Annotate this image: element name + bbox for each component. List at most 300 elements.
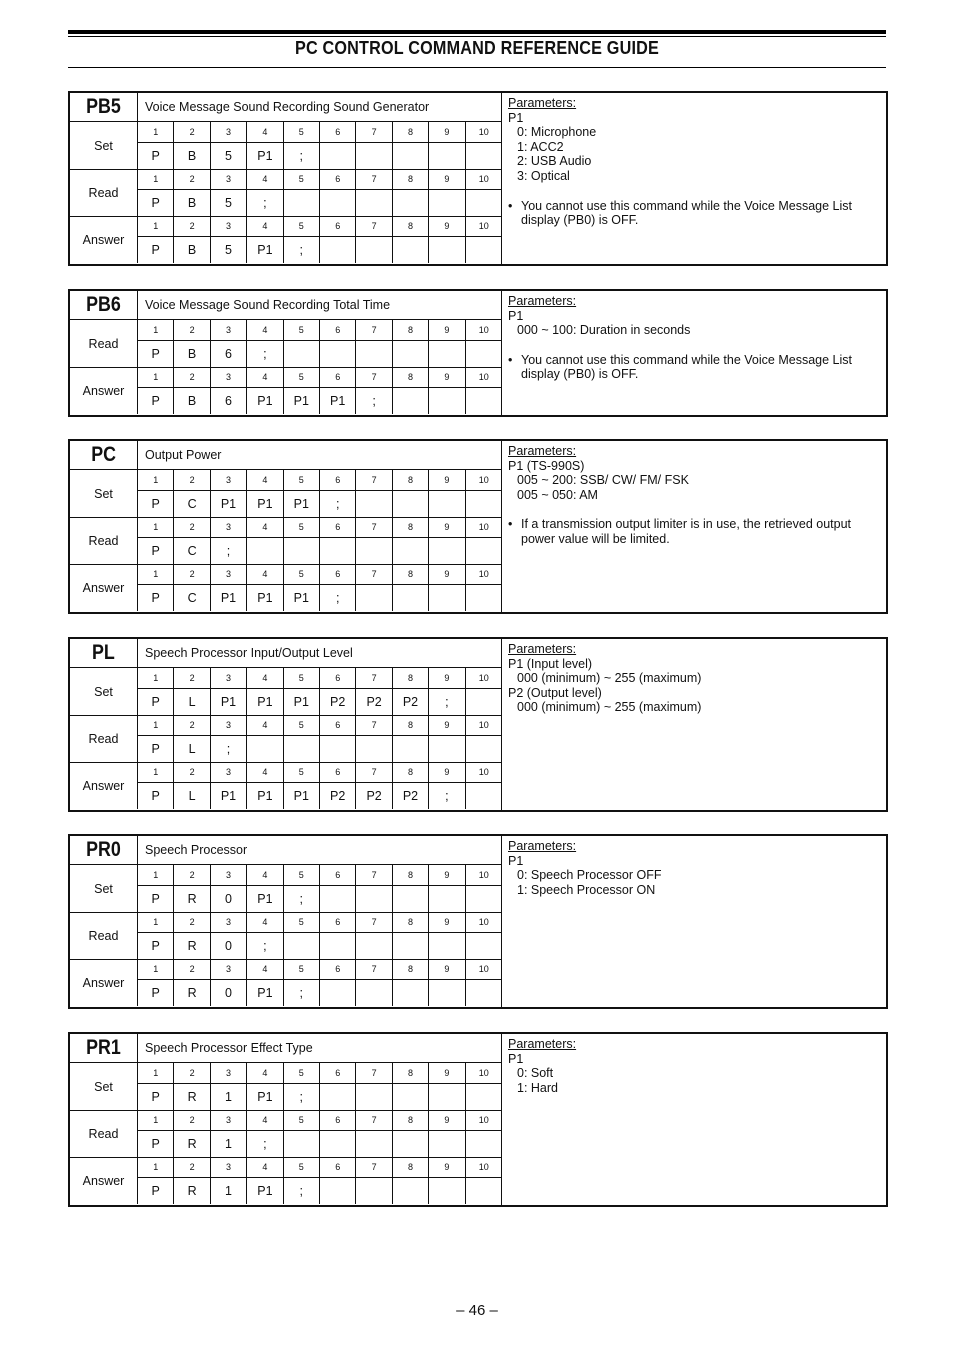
- parameters-panel: [508, 642, 878, 715]
- parameter-note: [508, 199, 878, 228]
- parameter-line: P1: [508, 1051, 524, 1066]
- position-number-cell: 5: [284, 122, 320, 142]
- command-value-cell: ;: [284, 885, 320, 912]
- command-value-cell: [466, 885, 502, 912]
- position-number-cell: 9: [429, 668, 465, 688]
- command-value-cell: P: [138, 1083, 174, 1110]
- row-label: Read: [70, 1110, 138, 1157]
- parameter-line: 0: Speech Processor OFF: [517, 868, 662, 883]
- command-value-cell: [393, 537, 429, 564]
- position-number-cell: 1: [138, 517, 174, 537]
- position-number-cell: 4: [247, 470, 283, 490]
- command-value-cell: [429, 1130, 465, 1157]
- position-number-cell: 6: [320, 865, 356, 885]
- command-value-cell: P1: [284, 688, 320, 715]
- position-number-cell: 4: [247, 169, 283, 189]
- command-value-cell: [356, 932, 392, 959]
- command-value-cell: 1: [211, 1083, 247, 1110]
- position-number-cell: 1: [138, 1063, 174, 1083]
- command-code-text: PB5: [86, 95, 121, 118]
- row-label: Answer: [70, 1157, 138, 1204]
- command-value-cell: [284, 735, 320, 762]
- command-value-cell: [393, 885, 429, 912]
- command-description: Output Power: [138, 441, 502, 470]
- row-label: Read: [70, 169, 138, 216]
- command-value-cell: P1: [247, 490, 283, 517]
- position-number-cell: 9: [429, 762, 465, 782]
- command-value-cell: 5: [211, 189, 247, 216]
- position-number-cell: 3: [211, 517, 247, 537]
- position-number-cell: 8: [393, 1157, 429, 1177]
- command-code-text: PR0: [86, 838, 121, 861]
- position-number-cell: 2: [174, 865, 210, 885]
- command-value-cell: P1: [211, 584, 247, 611]
- command-value-cell: P1: [247, 979, 283, 1006]
- command-value-cell: [466, 1177, 502, 1204]
- position-number-cell: 5: [284, 216, 320, 236]
- command-value-cell: [320, 1083, 356, 1110]
- command-value-cell: [393, 490, 429, 517]
- command-value-cell: [466, 735, 502, 762]
- command-value-cell: [284, 932, 320, 959]
- position-number-cell: 4: [247, 1157, 283, 1177]
- position-number-cell: 9: [429, 122, 465, 142]
- command-value-cell: ;: [211, 735, 247, 762]
- command-value-cell: [466, 387, 502, 414]
- position-number-cell: 4: [247, 715, 283, 735]
- position-number-cell: 4: [247, 1063, 283, 1083]
- position-number-cell: 8: [393, 912, 429, 932]
- command-value-cell: 5: [211, 142, 247, 169]
- command-value-cell: P1: [211, 688, 247, 715]
- command-value-cell: [320, 1177, 356, 1204]
- position-number-cell: 10: [478, 1162, 489, 1172]
- row-label: Answer: [70, 762, 138, 809]
- position-number-cell: 6: [320, 517, 356, 537]
- bullet-icon: •: [508, 352, 513, 367]
- command-value-cell: P: [138, 885, 174, 912]
- command-value-cell: [356, 735, 392, 762]
- position-number-cell: 9: [429, 715, 465, 735]
- position-number-cell: 2: [174, 668, 210, 688]
- position-number-cell: 6: [320, 762, 356, 782]
- command-value-cell: [429, 537, 465, 564]
- command-value-cell: B: [174, 340, 210, 367]
- position-number-cell: 6: [320, 169, 356, 189]
- command-value-cell: L: [174, 782, 210, 809]
- command-value-cell: P: [138, 340, 174, 367]
- position-number-cell: 10: [478, 964, 489, 974]
- position-number-cell: 4: [247, 959, 283, 979]
- command-value-cell: P1: [211, 490, 247, 517]
- command-value-cell: P2: [320, 688, 356, 715]
- position-number-cell: 8: [393, 122, 429, 142]
- position-number-cell: 1: [138, 912, 174, 932]
- command-value-cell: C: [174, 584, 210, 611]
- command-description: Speech Processor Effect Type: [138, 1034, 502, 1063]
- command-value-cell: [393, 1130, 429, 1157]
- position-number-cell: 7: [356, 169, 392, 189]
- parameter-line: P1: [508, 308, 524, 323]
- position-number-cell: 2: [174, 959, 210, 979]
- position-number-cell: 5: [284, 1063, 320, 1083]
- position-number-cell: 2: [174, 1063, 210, 1083]
- position-number-cell: 6: [320, 668, 356, 688]
- command-block: [68, 289, 888, 417]
- command-value-cell: P2: [356, 782, 392, 809]
- parameters-heading: Parameters:: [508, 1037, 577, 1051]
- position-number-cell: 7: [356, 517, 392, 537]
- position-number-cell: 5: [284, 517, 320, 537]
- position-number-cell: 4: [247, 668, 283, 688]
- command-value-cell: ;: [320, 584, 356, 611]
- bullet-icon: •: [508, 517, 513, 532]
- command-value-cell: [320, 236, 356, 263]
- parameter-line: P1: [508, 853, 524, 868]
- command-value-cell: 6: [211, 387, 247, 414]
- position-number-cell: 6: [320, 564, 356, 584]
- command-value-cell: [284, 1130, 320, 1157]
- position-number-cell: 2: [174, 169, 210, 189]
- position-number-cell: 5: [284, 1157, 320, 1177]
- command-code: [70, 836, 138, 865]
- command-value-cell: ;: [284, 1177, 320, 1204]
- command-value-cell: P2: [393, 688, 429, 715]
- command-code-text: PB6: [86, 293, 121, 316]
- position-number-cell: 2: [174, 216, 210, 236]
- position-number-cell: 9: [429, 517, 465, 537]
- command-value-cell: ;: [211, 537, 247, 564]
- page-title: PC CONTROL COMMAND REFERENCE GUIDE: [294, 38, 660, 58]
- command-value-cell: 6: [211, 340, 247, 367]
- position-number-cell: 10: [478, 475, 489, 485]
- position-number-cell: 10: [478, 325, 489, 335]
- command-value-cell: [247, 537, 283, 564]
- parameters-panel: [508, 96, 878, 228]
- position-number-cell: 3: [211, 715, 247, 735]
- position-number-cell: 1: [138, 715, 174, 735]
- command-value-cell: [393, 189, 429, 216]
- command-value-cell: P1: [284, 782, 320, 809]
- command-value-cell: [466, 189, 502, 216]
- position-number-cell: 10: [478, 522, 489, 532]
- row-label: Set: [70, 668, 138, 715]
- position-number-cell: 6: [320, 912, 356, 932]
- command-value-cell: P1: [284, 387, 320, 414]
- position-number-cell: 3: [211, 668, 247, 688]
- position-number-cell: 8: [393, 564, 429, 584]
- position-number-cell: 6: [320, 320, 356, 340]
- row-label: Read: [70, 517, 138, 564]
- command-value-cell: P1: [320, 387, 356, 414]
- position-number-cell: 9: [429, 1110, 465, 1130]
- command-block: [68, 439, 888, 614]
- command-value-cell: B: [174, 387, 210, 414]
- position-number-cell: 3: [211, 320, 247, 340]
- command-value-cell: [320, 189, 356, 216]
- command-value-cell: P: [138, 1177, 174, 1204]
- command-value-cell: [393, 340, 429, 367]
- parameters-panel: [508, 294, 878, 382]
- command-code-text: PR1: [86, 1036, 121, 1059]
- row-label: Answer: [70, 564, 138, 611]
- position-number-cell: 7: [356, 470, 392, 490]
- command-value-cell: 0: [211, 932, 247, 959]
- position-number-cell: 1: [138, 865, 174, 885]
- position-number-cell: 2: [174, 715, 210, 735]
- position-number-cell: 5: [284, 959, 320, 979]
- command-value-cell: P: [138, 387, 174, 414]
- position-number-cell: 1: [138, 1157, 174, 1177]
- command-value-cell: R: [174, 1177, 210, 1204]
- position-number-cell: 5: [284, 367, 320, 387]
- position-number-cell: 1: [138, 122, 174, 142]
- parameter-note: [508, 353, 878, 382]
- command-block: [68, 834, 888, 1009]
- parameter-line: 0: Soft: [517, 1066, 554, 1081]
- position-number-cell: 1: [138, 169, 174, 189]
- page-number: – 46 –: [456, 1302, 498, 1319]
- position-number-cell: 1: [138, 762, 174, 782]
- command-code: [70, 639, 138, 668]
- position-number-cell: 2: [174, 517, 210, 537]
- command-value-cell: [393, 584, 429, 611]
- position-number-cell: 9: [429, 1063, 465, 1083]
- command-value-cell: P: [138, 189, 174, 216]
- header-rule-thin: [68, 36, 886, 37]
- position-number-cell: 1: [138, 216, 174, 236]
- command-value-cell: P1: [211, 782, 247, 809]
- command-value-cell: R: [174, 1130, 210, 1157]
- command-value-cell: P1: [247, 236, 283, 263]
- parameters-panel: [508, 1037, 878, 1095]
- command-value-cell: 1: [211, 1177, 247, 1204]
- parameter-line: P1 (TS-990S): [508, 458, 585, 473]
- command-value-cell: [393, 1177, 429, 1204]
- row-label: Answer: [70, 216, 138, 263]
- command-value-cell: P: [138, 782, 174, 809]
- position-number-cell: 8: [393, 762, 429, 782]
- position-number-cell: 3: [211, 762, 247, 782]
- position-number-cell: 1: [138, 668, 174, 688]
- parameter-note-text: You cannot use this command while the Voice Message List display (PB0) is OFF.: [521, 198, 852, 228]
- parameter-line: 005 ~ 200: SSB/ CW/ FM/ FSK: [517, 473, 689, 488]
- position-number-cell: 2: [174, 564, 210, 584]
- position-number-cell: 2: [174, 912, 210, 932]
- position-number-cell: 4: [247, 216, 283, 236]
- header-rule-bottom: [68, 67, 886, 68]
- position-number-cell: 3: [211, 564, 247, 584]
- command-value-cell: ;: [284, 142, 320, 169]
- position-number-cell: 4: [247, 320, 283, 340]
- command-value-cell: P2: [356, 688, 392, 715]
- position-number-cell: 10: [478, 767, 489, 777]
- position-number-cell: 8: [393, 959, 429, 979]
- position-number-cell: 3: [211, 959, 247, 979]
- position-number-cell: 5: [284, 668, 320, 688]
- command-description: Speech Processor Input/Output Level: [138, 639, 502, 668]
- command-value-cell: [356, 979, 392, 1006]
- parameters-heading: Parameters:: [508, 839, 577, 853]
- position-number-cell: 5: [284, 762, 320, 782]
- parameter-note-text: If a transmission output limiter is in use, the retrieved output power value will be limited.: [521, 517, 852, 546]
- position-number-cell: 8: [393, 320, 429, 340]
- row-label: Set: [70, 865, 138, 912]
- command-value-cell: ;: [429, 782, 465, 809]
- position-number-cell: 8: [393, 1063, 429, 1083]
- command-value-cell: [429, 885, 465, 912]
- position-number-cell: 3: [211, 367, 247, 387]
- command-value-cell: P: [138, 142, 174, 169]
- position-number-cell: 5: [284, 912, 320, 932]
- command-value-cell: [429, 387, 465, 414]
- command-value-cell: [466, 782, 502, 809]
- position-number-cell: 2: [174, 320, 210, 340]
- position-number-cell: 9: [429, 470, 465, 490]
- command-code: [70, 1034, 138, 1063]
- command-code: [70, 441, 138, 470]
- command-value-cell: [356, 490, 392, 517]
- command-value-cell: [247, 735, 283, 762]
- position-number-cell: 10: [478, 673, 489, 683]
- parameter-line: 0: Microphone: [517, 125, 597, 140]
- position-number-cell: 7: [356, 367, 392, 387]
- command-value-cell: ;: [356, 387, 392, 414]
- command-value-cell: [356, 1083, 392, 1110]
- row-label: Read: [70, 320, 138, 367]
- position-number-cell: 2: [174, 762, 210, 782]
- position-number-cell: 6: [320, 715, 356, 735]
- command-value-cell: P1: [284, 490, 320, 517]
- row-label: Set: [70, 470, 138, 517]
- command-value-cell: [320, 340, 356, 367]
- bullet-icon: •: [508, 198, 513, 213]
- command-value-cell: [429, 340, 465, 367]
- command-value-cell: B: [174, 142, 210, 169]
- command-value-cell: 5: [211, 236, 247, 263]
- command-value-cell: [393, 236, 429, 263]
- command-value-cell: [466, 142, 502, 169]
- command-value-cell: [356, 340, 392, 367]
- position-number-cell: 6: [320, 959, 356, 979]
- command-value-cell: [466, 584, 502, 611]
- command-value-cell: [356, 537, 392, 564]
- command-description: Voice Message Sound Recording Sound Generator: [138, 93, 502, 122]
- position-number-cell: 7: [356, 564, 392, 584]
- position-number-cell: 7: [356, 865, 392, 885]
- command-value-cell: P: [138, 1130, 174, 1157]
- command-value-cell: B: [174, 236, 210, 263]
- command-value-cell: [284, 340, 320, 367]
- command-value-cell: [429, 189, 465, 216]
- position-number-cell: 1: [138, 320, 174, 340]
- row-label: Set: [70, 1063, 138, 1110]
- position-number-cell: 4: [247, 912, 283, 932]
- command-value-cell: ;: [247, 1130, 283, 1157]
- command-code-text: PC: [91, 443, 116, 466]
- command-value-cell: P: [138, 490, 174, 517]
- position-number-cell: 8: [393, 517, 429, 537]
- position-number-cell: 10: [478, 1068, 489, 1078]
- command-code: [70, 291, 138, 320]
- command-value-cell: [356, 1130, 392, 1157]
- parameters-heading: Parameters:: [508, 294, 577, 308]
- parameter-line: P1: [508, 110, 524, 125]
- position-number-cell: 7: [356, 122, 392, 142]
- position-number-cell: 8: [393, 715, 429, 735]
- row-label: Read: [70, 912, 138, 959]
- command-value-cell: P1: [247, 584, 283, 611]
- position-number-cell: 7: [356, 668, 392, 688]
- command-value-cell: [466, 1083, 502, 1110]
- position-number-cell: 3: [211, 912, 247, 932]
- position-number-cell: 5: [284, 470, 320, 490]
- position-number-cell: 4: [247, 564, 283, 584]
- position-number-cell: 2: [174, 122, 210, 142]
- position-number-cell: 7: [356, 1110, 392, 1130]
- command-value-cell: P1: [247, 1083, 283, 1110]
- command-value-cell: [393, 735, 429, 762]
- position-number-cell: 4: [247, 517, 283, 537]
- command-value-cell: ;: [247, 340, 283, 367]
- position-number-cell: 7: [356, 762, 392, 782]
- position-number-cell: 9: [429, 1157, 465, 1177]
- command-value-cell: [429, 1083, 465, 1110]
- position-number-cell: 4: [247, 865, 283, 885]
- command-value-cell: [393, 387, 429, 414]
- parameter-line: 005 ~ 050: AM: [517, 487, 598, 502]
- position-number-cell: 7: [356, 320, 392, 340]
- parameter-line: 2: USB Audio: [517, 154, 592, 169]
- position-number-cell: 1: [138, 959, 174, 979]
- position-number-cell: 3: [211, 169, 247, 189]
- position-number-cell: 7: [356, 216, 392, 236]
- command-value-cell: [356, 142, 392, 169]
- position-number-cell: 3: [211, 470, 247, 490]
- position-number-cell: 1: [138, 564, 174, 584]
- parameter-line: 000 ~ 100: Duration in seconds: [517, 323, 691, 338]
- position-number-cell: 6: [320, 1063, 356, 1083]
- command-value-cell: 0: [211, 885, 247, 912]
- position-number-cell: 9: [429, 865, 465, 885]
- command-value-cell: R: [174, 932, 210, 959]
- command-value-cell: [429, 584, 465, 611]
- position-number-cell: 2: [174, 367, 210, 387]
- position-number-cell: 4: [247, 122, 283, 142]
- command-value-cell: P: [138, 236, 174, 263]
- position-number-cell: 5: [284, 169, 320, 189]
- position-number-cell: 7: [356, 912, 392, 932]
- parameter-line: 3: Optical: [517, 168, 570, 183]
- position-number-cell: 1: [138, 1110, 174, 1130]
- position-number-cell: 9: [429, 320, 465, 340]
- position-number-cell: 8: [393, 216, 429, 236]
- command-code: [70, 93, 138, 122]
- position-number-cell: 5: [284, 564, 320, 584]
- command-value-cell: [320, 885, 356, 912]
- command-value-cell: [356, 189, 392, 216]
- command-block: [68, 637, 888, 812]
- header-rule-thick: [68, 30, 886, 34]
- command-value-cell: [466, 688, 502, 715]
- position-number-cell: 5: [284, 1110, 320, 1130]
- command-description: Speech Processor: [138, 836, 502, 865]
- row-label: Answer: [70, 959, 138, 1006]
- position-number-cell: 1: [138, 470, 174, 490]
- command-value-cell: [429, 735, 465, 762]
- command-value-cell: P: [138, 584, 174, 611]
- position-number-cell: 4: [247, 1110, 283, 1130]
